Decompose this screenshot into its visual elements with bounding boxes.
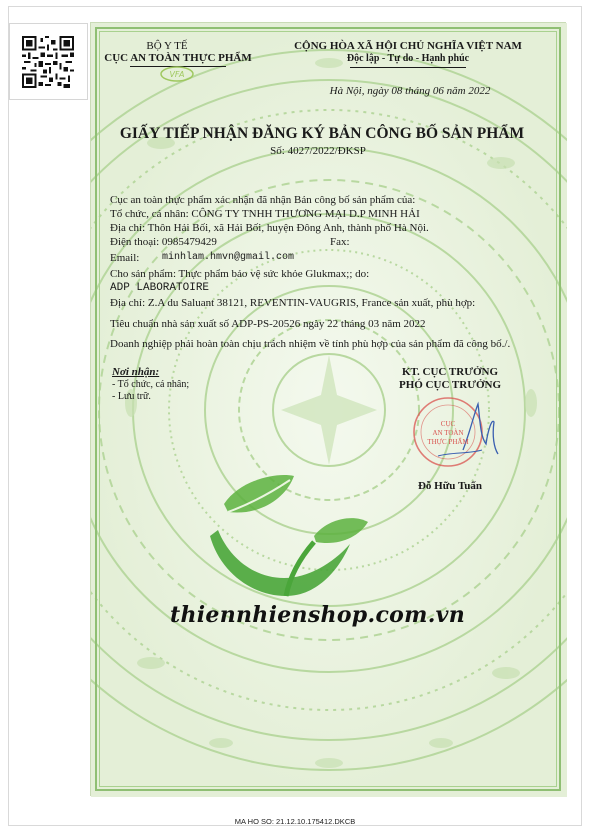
manufacturer-name: ADP LABORATOIRE [110,282,210,294]
motto-underline [350,67,466,68]
republic-name: CỘNG HÒA XÃ HỘI CHỦ NGHĨA VIỆT NAM [294,40,522,52]
manufacturer-address: Địa chỉ: Z.A du Saluant 38121, REVENTIN-VAUGRIS, France sản xuất, phù hợp: [110,297,476,309]
signatory-position: PHÓ CỤC TRƯỞNG [398,379,502,391]
stamp-text: CỤC [440,420,456,428]
svg-text:VFA: VFA [169,70,185,79]
address-line: Địa chỉ: Thôn Hải Bối, xã Hải Bối, huyện Đông Anh, thành phố Hà Nội. [110,222,429,234]
document-title: GIẤY TIẾP NHẬN ĐĂNG KÝ BẢN CÔNG BỐ SẢN PHẨM [119,125,525,142]
national-motto: Độc lập - Tự do - Hạnh phúc [346,53,470,64]
document-number: Số: 4027/2022/ĐKSP [270,145,366,157]
stamp-text: THỰC PHẨM [427,438,469,446]
signatory-name: Đỗ Hữu Tuấn [417,480,483,492]
leaf-logo-icon [190,468,380,608]
product-line: Cho sản phẩm: Thực phẩm bảo vệ sức khỏe Glukmax;; do: [110,268,370,280]
stamp-text: AN TOÀN [432,429,464,437]
ministry-name: BỘ Y TẾ [146,40,188,52]
watermark-site-text: thiennhienshop.com.vn [170,602,466,628]
recipient-item: - Lưu trữ. [112,391,151,402]
standard-line: Tiêu chuẩn nhà sản xuất số ADP-PS-20526 ngày 22 tháng 03 năm 2022 [110,318,426,330]
department-name: CỤC AN TOÀN THỰC PHẨM [104,52,252,64]
responsibility-line: Doanh nghiệp phải hoàn toàn chịu trách nhiệm về tính phù hợp của sản phẩm đã công bố./. [110,338,511,350]
signatory-title: KT. CỤC TRƯỞNG [401,366,499,378]
email-value: minhlam.hmvn@gmail.com [162,252,295,263]
recipient-item: - Tổ chức, cá nhân; [112,379,190,390]
vfa-logo-icon [160,66,194,82]
recipients-label: Nơi nhận: [112,366,160,378]
fax-line: Fax: [330,236,350,248]
issue-date: Hà Nội, ngày 08 tháng 06 năm 2022 [329,85,491,97]
qr-code-panel [9,23,88,100]
organization-line: Tổ chức, cá nhân: CÔNG TY TNHH THƯƠNG MẠI D.P MINH HẢI [110,208,420,220]
dossier-code: MA HO SO: 21.12.10.175412.DKCB [234,817,356,826]
qr-code-icon [22,36,74,88]
phone-line: Điện thoại: 0985479429 [110,236,217,248]
intro-text: Cục an toàn thực phẩm xác nhận đã nhận Bản công bố sản phẩm của: [110,194,416,206]
email-label: Email: [110,252,140,264]
